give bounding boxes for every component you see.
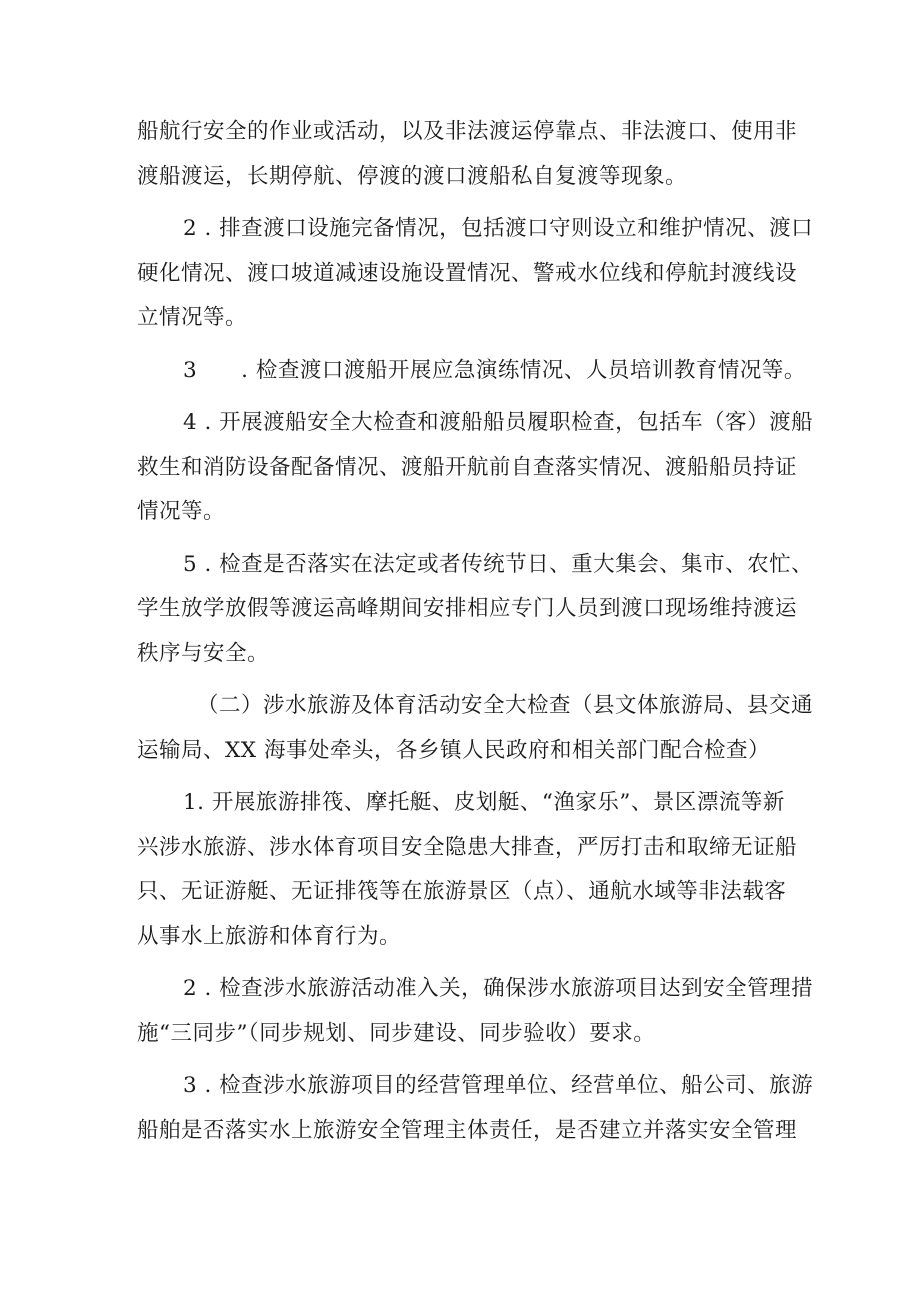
paragraph-continued xyxy=(137,110,797,199)
text-line: 救生和消防设备配备情况、渡船开航前自查落实情况、渡船船员持证 xyxy=(137,454,798,480)
text-line: 立情况等。 xyxy=(137,305,248,330)
paragraph-sub-1 xyxy=(137,781,797,959)
text-line: 兴涉水旅游、涉水体育项目安全隐患大排查，严厉打击和取缔无证船 xyxy=(137,834,798,860)
text-line: 5 . 检查是否落实在法定或者传统节日、重大集会、集市、农忙、 xyxy=(183,551,814,577)
text-line: 施“三同步”（同步规划、同步建设、同步验收）要求。 xyxy=(137,1020,656,1046)
text-line: 3 . 检查渡口渡船开展应急演练情况、人员培训教育情况等。 xyxy=(183,357,806,383)
text-line: 情况等。 xyxy=(137,499,226,524)
document-body xyxy=(137,110,814,1161)
paragraph-item-2 xyxy=(137,207,814,341)
paragraph-sub-2 xyxy=(137,967,814,1056)
text-line: 学生放学放假等渡运高峰期间安排相应专门人员到渡口现场维持渡运 xyxy=(137,596,798,621)
text-line: 2 . 检查涉水旅游活动准入关，确保涉水旅游项目达到安全管理措 xyxy=(183,976,814,1001)
text-line: 船舶是否落实水上旅游安全管理主体责任，是否建立并落实安全管理 xyxy=(137,1117,798,1143)
text-line: 2 . 排查渡口设施完备情况，包括渡口守则设立和维护情况、渡口 xyxy=(183,216,814,241)
text-line: 3 . 检查涉水旅游项目的经营管理单位、经营单位、船公司、旅游 xyxy=(183,1073,814,1098)
paragraph-section-heading xyxy=(137,684,814,773)
paragraph-item-5 xyxy=(137,543,814,677)
text-line: 硬化情况、渡口坡道减速设施设置情况、警戒水位线和停航封渡线设 xyxy=(137,260,798,286)
text-line: 船航行安全的作业或活动，以及非法渡运停靠点、非法渡口、使用非 xyxy=(137,119,798,144)
section-heading-line: （二）涉水旅游及体育活动安全大检查（县文体旅游局、县交通 xyxy=(197,693,814,718)
text-line: 4 . 开展渡船安全大检查和渡船船员履职检查，包括车（客）渡船 xyxy=(183,410,814,435)
paragraph-item-4 xyxy=(137,401,814,535)
section-heading-line: 运输局、XX 海事处牵头，各乡镇人民政府和相关部门配合检查） xyxy=(137,737,770,763)
text-line: 1. 开展旅游排筏、摩托艇、皮划艇、“渔家乐”、景区漂流等新 xyxy=(183,790,785,815)
text-line: 秩序与安全。 xyxy=(137,640,270,666)
text-line: 从事水上旅游和体育行为。 xyxy=(137,923,402,949)
text-line: 只、无证游艇、无证排筏等在旅游景区（点）、通航水域等非法载客 xyxy=(137,879,787,904)
text-line: 渡船渡运，长期停航、停渡的渡口渡船私自复渡等现象。 xyxy=(137,163,688,189)
paragraph-sub-3 xyxy=(137,1064,814,1153)
paragraph-item-3 xyxy=(137,349,806,394)
